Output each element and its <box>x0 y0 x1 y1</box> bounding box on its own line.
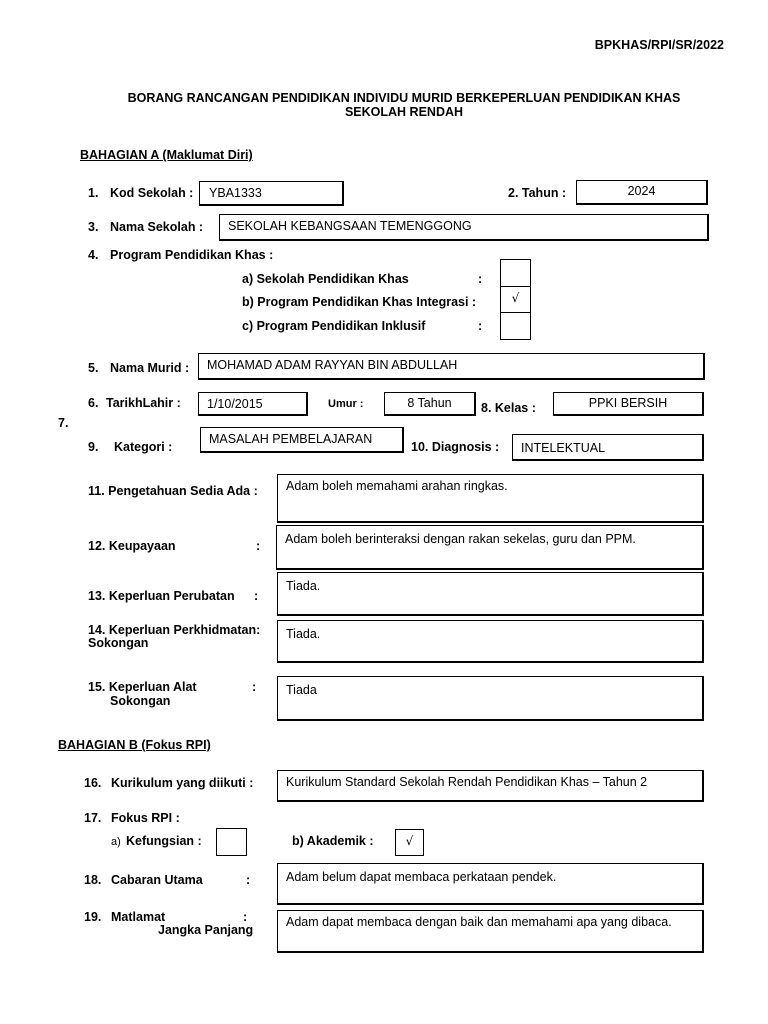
kefungsian-label: Kefungsian : <box>126 834 202 848</box>
nama-sekolah-label: Nama Sekolah : <box>110 220 204 234</box>
diagnosis-label: 10. Diagnosis : <box>411 440 500 454</box>
pengetahuan-field[interactable] <box>277 474 704 523</box>
perkhidmatan-field[interactable] <box>277 620 704 663</box>
alat-value: Tiada <box>286 683 317 697</box>
akademik-checkbox[interactable]: √ <box>395 829 424 856</box>
item-3-number: 3. <box>88 220 99 234</box>
item-19-number: 19. <box>84 910 102 924</box>
option-c-label: c) Program Pendidikan Inklusif <box>242 319 426 333</box>
matlamat-colon: : <box>243 910 248 924</box>
fokus-label: Fokus RPI : <box>111 811 180 825</box>
kefungsian-checkbox[interactable] <box>216 828 247 856</box>
perkhidmatan-label-line2: Sokongan <box>88 636 149 650</box>
nama-sekolah-field[interactable] <box>219 214 709 241</box>
option-a-checkbox[interactable] <box>500 259 531 287</box>
nama-murid-value: MOHAMAD ADAM RAYYAN BIN ABDULLAH <box>207 358 458 372</box>
option-c-checkbox[interactable] <box>500 312 531 340</box>
tahun-value: 2024 <box>627 184 656 198</box>
kefungsian-prefix: a) <box>111 836 121 848</box>
alat-colon: : <box>252 680 257 694</box>
form-title-line2: SEKOLAH RENDAH <box>344 105 464 119</box>
keupayaan-field[interactable] <box>276 525 704 570</box>
diagnosis-field[interactable] <box>512 434 704 461</box>
alat-field[interactable] <box>277 676 704 721</box>
item-17-number: 17. <box>84 811 102 825</box>
cabaran-value: Adam belum dapat membaca perkataan pendek. <box>286 870 557 884</box>
matlamat-value: Adam dapat membaca dengan baik dan memahami apa yang dibaca. <box>286 915 672 929</box>
cabaran-field[interactable] <box>277 863 704 905</box>
cabaran-label: Cabaran Utama <box>111 873 203 887</box>
umur-label: Umur : <box>328 398 364 410</box>
tahun-field[interactable] <box>576 180 708 205</box>
option-a-label: a) Sekolah Pendidikan Khas <box>242 272 409 286</box>
program-label: Program Pendidikan Khas : <box>110 248 274 262</box>
umur-field[interactable] <box>384 392 476 416</box>
item-1-number: 1. <box>88 186 99 200</box>
pengetahuan-label: 11. Pengetahuan Sedia Ada : <box>88 484 258 498</box>
matlamat-label-line1: Matlamat <box>111 910 166 924</box>
item-5-number: 5. <box>88 361 99 375</box>
option-c-colon: : <box>478 319 483 333</box>
perubatan-label: 13. Keperluan Perubatan <box>88 589 235 603</box>
nama-murid-label: Nama Murid : <box>110 361 190 375</box>
tarikh-lahir-value: 1/10/2015 <box>207 397 263 411</box>
diagnosis-value: INTELEKTUAL <box>521 441 606 455</box>
tahun-label: 2. Tahun : <box>508 186 567 200</box>
kelas-field[interactable] <box>553 392 704 416</box>
matlamat-field[interactable] <box>277 910 704 953</box>
alat-label-line1: 15. Keperluan Alat <box>88 680 197 694</box>
kod-sekolah-field[interactable] <box>199 181 344 206</box>
item-16-number: 16. <box>84 776 102 790</box>
kurikulum-value: Kurikulum Standard Sekolah Rendah Pendidikan Khas – Tahun 2 <box>286 775 648 789</box>
item-4-number: 4. <box>88 248 99 262</box>
alat-label-line2: Sokongan <box>110 694 171 708</box>
kelas-label: 8. Kelas : <box>481 401 536 415</box>
tarikh-lahir-label: TarikhLahir : <box>106 396 181 410</box>
item-6-number: 6. <box>88 396 99 410</box>
option-b-checkbox[interactable]: √ <box>500 286 531 313</box>
kategori-label: Kategori : <box>114 440 173 454</box>
kod-sekolah-value: YBA1333 <box>209 186 262 200</box>
kurikulum-label: Kurikulum yang diikuti : <box>111 776 254 790</box>
document-code: BPKHAS/RPI/SR/2022 <box>594 38 724 52</box>
keupayaan-colon: : <box>256 539 261 553</box>
keupayaan-label: 12. Keupayaan <box>88 539 176 553</box>
perubatan-colon: : <box>254 589 259 603</box>
nama-murid-field[interactable] <box>198 353 705 380</box>
keupayaan-value: Adam boleh berinteraksi dengan rakan sekelas, guru dan PPM. <box>285 532 636 546</box>
akademik-label: b) Akademik : <box>292 834 374 848</box>
cabaran-colon: : <box>246 873 251 887</box>
perkhidmatan-value: Tiada. <box>286 627 321 641</box>
perubatan-field[interactable] <box>277 572 704 616</box>
option-a-colon: : <box>478 272 483 286</box>
kategori-field[interactable] <box>200 427 404 453</box>
item-18-number: 18. <box>84 873 102 887</box>
matlamat-label-line2: Jangka Panjang <box>158 923 254 937</box>
nama-sekolah-value: SEKOLAH KEBANGSAAN TEMENGGONG <box>228 219 472 233</box>
kategori-value: MASALAH PEMBELAJARAN <box>209 432 373 446</box>
option-b-label: b) Program Pendidikan Khas Integrasi : <box>242 295 477 309</box>
perubatan-value: Tiada. <box>286 579 321 593</box>
tarikh-lahir-field[interactable] <box>198 392 308 416</box>
perkhidmatan-label-line1: 14. Keperluan Perkhidmatan: <box>88 623 261 637</box>
item-9-number: 9. <box>88 440 99 454</box>
kelas-value: PPKI BERSIH <box>588 396 668 410</box>
kod-sekolah-label: Kod Sekolah : <box>110 186 194 200</box>
section-a-heading: BAHAGIAN A (Maklumat Diri) <box>80 148 253 162</box>
umur-value: 8 Tahun <box>407 396 452 410</box>
item-7-number: 7. <box>58 416 69 430</box>
form-title-line1: BORANG RANCANGAN PENDIDIKAN INDIVIDU MURID BERKEPERLUAN PENDIDIKAN KHAS <box>127 91 681 105</box>
section-b-heading: BAHAGIAN B (Fokus RPI) <box>58 738 211 752</box>
kurikulum-field[interactable] <box>277 770 704 802</box>
pengetahuan-value: Adam boleh memahami arahan ringkas. <box>286 479 508 493</box>
